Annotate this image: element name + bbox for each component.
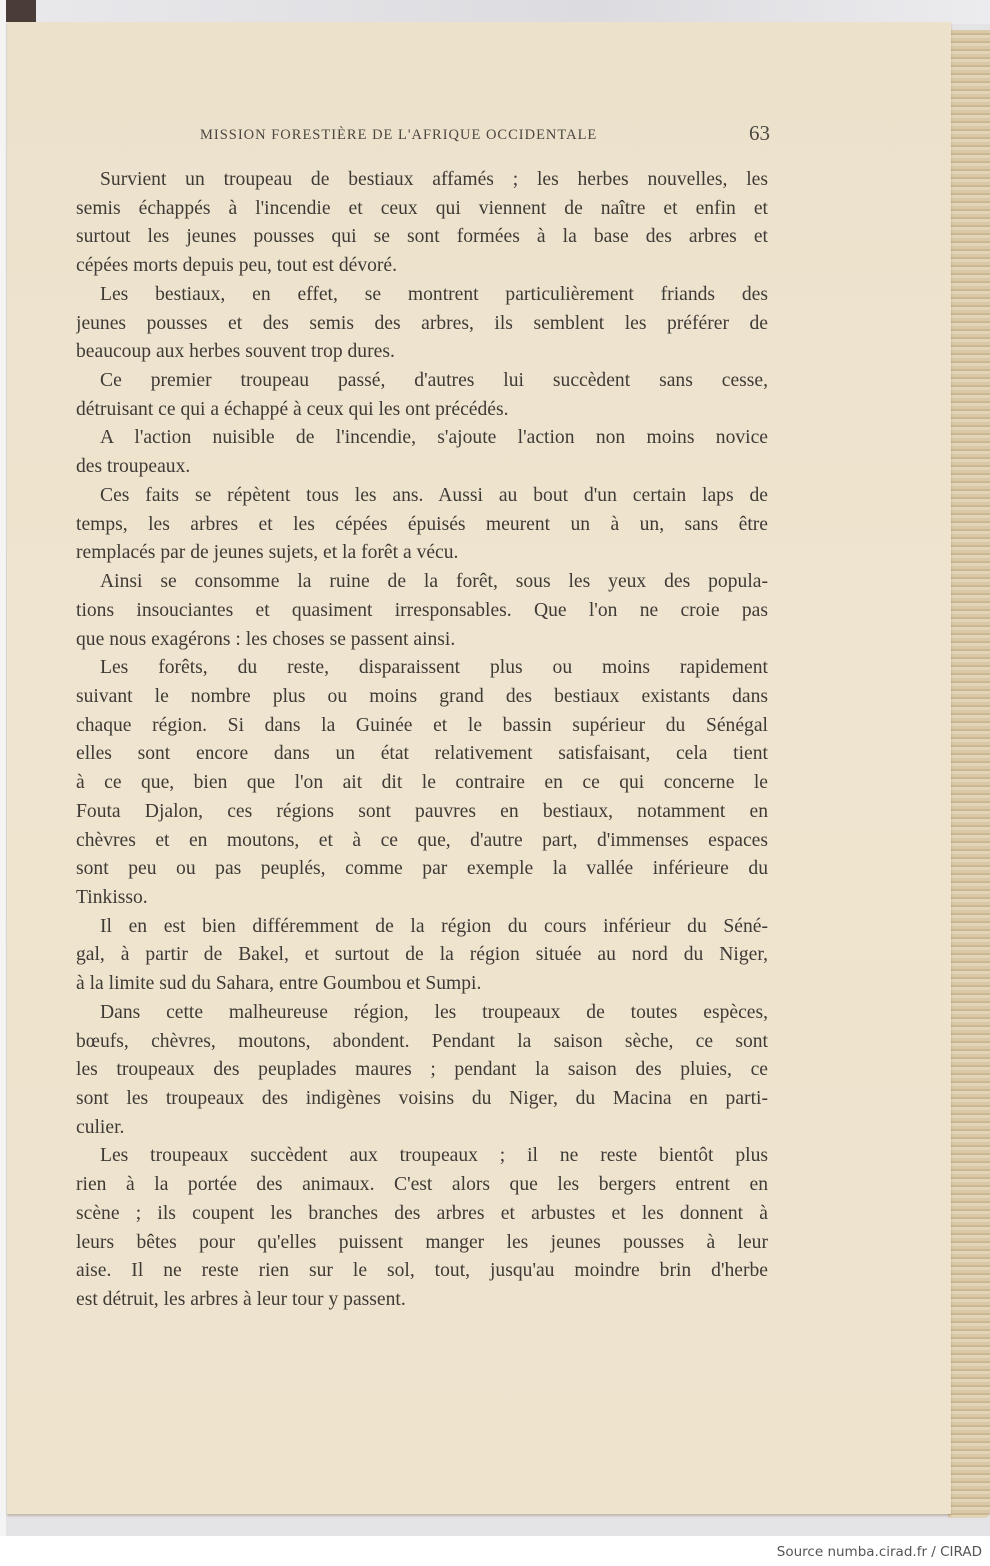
text-line: suivant le nombre plus ou moins grand des bestiaux existants dans [76,685,768,707]
text-line: à ce que, bien que l'on ait dit le contraire en ce qui concerne le [76,772,768,794]
text-line: Ce premier troupeau passé, d'autres lui succèdent sans cesse, [100,370,768,392]
text-line: Les forêts, du reste, disparaissent plus ou moins rapidement [100,657,768,679]
text-line: rien à la portée des animaux. C'est alors que les bergers entrent en [76,1174,768,1196]
page-number: 63 [749,121,770,145]
text-line: est détruit, les arbres à leur tour y passent. [76,1289,406,1311]
text-line: aise. Il ne reste rien sur le sol, tout, jusqu'au moindre brin d'herbe [76,1260,768,1282]
text-line: gal, à partir de Bakel, et surtout de la région située au nord du Niger, [76,944,768,966]
page-body-text [76,166,768,1315]
text-line: Ces faits se répètent tous les ans. Aussi au bout d'un certain laps de [100,484,768,506]
text-line: temps, les arbres et les cépées épuisés meurent un à un, sans être [76,513,768,535]
text-line: jeunes pousses et des semis des arbres, ils semblent les préférer de [76,312,768,334]
scan-left-edge [0,0,6,1540]
text-line: Dans cette malheureuse région, les troupeaux de toutes espèces, [100,1001,768,1023]
text-line: culier. [76,1116,125,1138]
text-line: sont les troupeaux des indigènes voisins du Niger, du Macina en parti- [76,1088,768,1109]
text-line: bœufs, chèvres, moutons, abondent. Pendant la saison sèche, ce sont [76,1030,768,1052]
text-line: Tinkisso. [76,886,148,908]
text-line: leurs bêtes pour qu'elles puissent manger les jeunes pousses à leur [76,1231,768,1253]
text-line: à la limite sud du Sahara, entre Goumbou et Sumpi. [76,973,482,995]
text-line: Il en est bien différemment de la région du cours inférieur du Séné- [100,915,768,937]
text-line: Les bestiaux, en effet, se montrent particulièrement friands des [100,283,768,305]
text-line: des troupeaux. [76,456,191,478]
text-line: A l'action nuisible de l'incendie, s'ajoute l'action non moins novice [100,427,768,449]
text-line: tions insouciantes et quasiment irresponsables. Que l'on ne croie pas [76,599,768,621]
text-line: semis échappés à l'incendie et ceux qui viennent de naître et enfin et [76,197,768,219]
page-stack-edge [948,30,990,1518]
text-line: chèvres et en moutons, et à ce que, d'autre part, d'immenses espaces [76,829,768,851]
text-line: les troupeaux des peuplades maures ; pendant la saison des pluies, ce [76,1059,768,1081]
text-line: cépées morts depuis peu, tout est dévoré. [76,255,398,277]
text-line: elles sont encore dans un état relativement satisfaisant, cela tient [76,743,768,765]
text-line: sont peu ou pas peuplés, comme par exemple la vallée inférieure du [76,858,768,880]
text-line: Fouta Djalon, ces régions sont pauvres en bestiaux, notamment en [76,800,768,822]
running-head-title: MISSION FORESTIÈRE DE L'AFRIQUE OCCIDENTALE [200,127,598,143]
text-line: scène ; ils coupent les branches des arbres et arbustes et les donnent à [76,1202,768,1224]
text-line: Ainsi se consomme la ruine de la forêt, sous les yeux des popula- [100,571,768,593]
text-line: chaque région. Si dans la Guinée et le bassin supérieur du Sénégal [76,714,768,736]
text-line: beaucoup aux herbes souvent trop dures. [76,341,395,363]
text-line: détruisant ce qui a échappé à ceux qui les ont précédés. [76,398,509,420]
source-credit: Source numba.cirad.fr / CIRAD [776,1544,982,1560]
text-line: que nous exagérons : les choses se passent ainsi. [76,628,456,650]
text-line: remplacés par de jeunes sujets, et la forêt a vécu. [76,542,459,564]
text-line: surtout les jeunes pousses qui se sont formées à la base des arbres et [76,226,768,248]
scan-corner [4,0,36,22]
text-line: Les troupeaux succèdent aux troupeaux ; il ne reste bientôt plus [100,1145,768,1167]
scan-background-top [0,0,990,24]
text-line: Survient un troupeau de bestiaux affamés ; les herbes nouvelles, les [100,169,768,190]
